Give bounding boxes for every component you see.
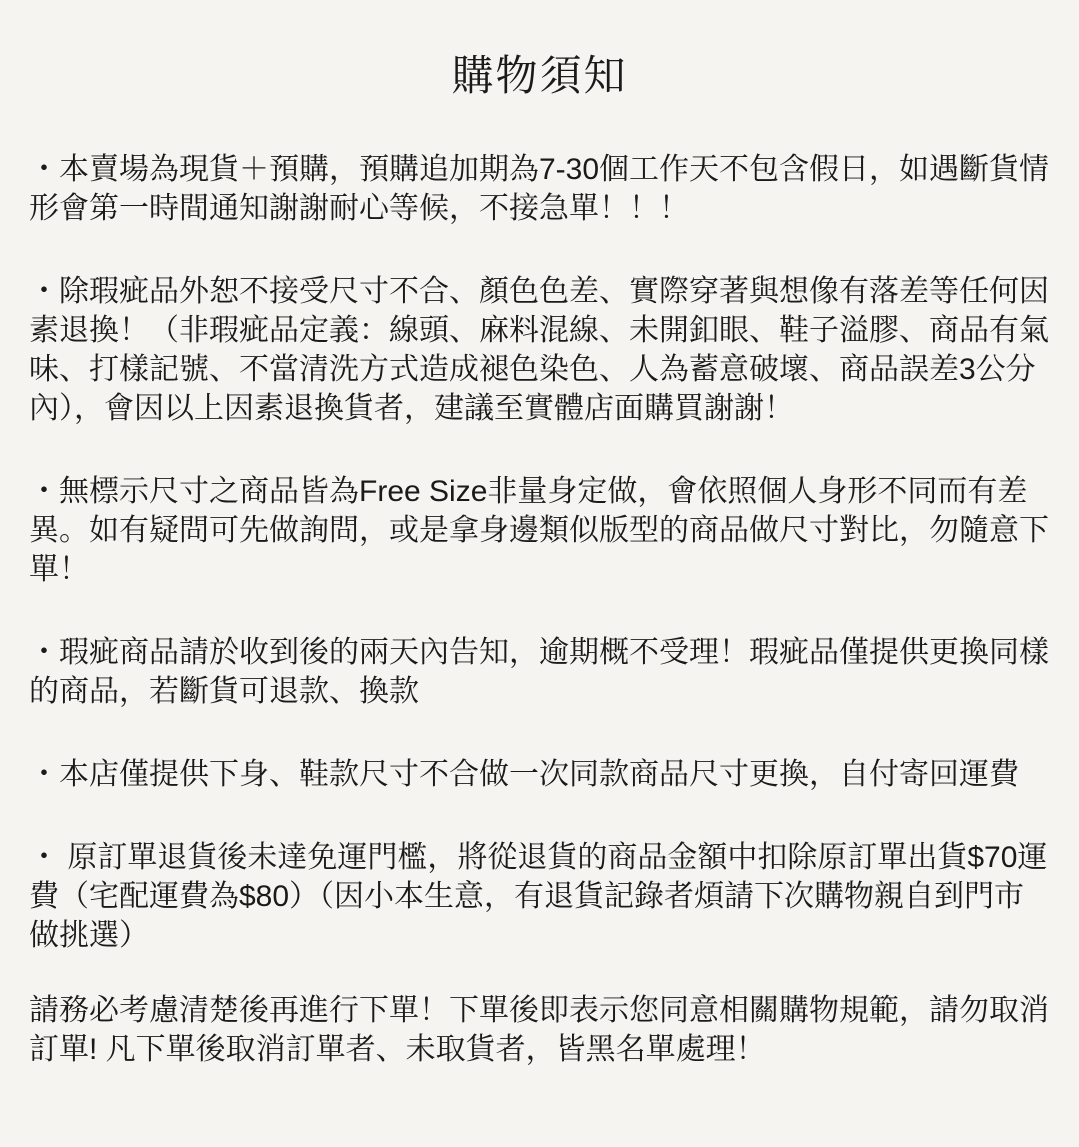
notice-paragraph-final-warning: 請務必考慮清楚後再進行下單！下單後即表示您同意相關購物規範，請勿取消訂單! 凡下單後取消訂單者、未取貨者，皆黑名單處理！ <box>29 994 1049 1066</box>
page-title: 購物須知 <box>451 52 628 99</box>
notice-paragraph-free-size: ・無標示尺寸之商品皆為Free Size非量身定做，會依照個人身形不同而有差異。如有疑問可先做詢問，或是拿身邊類似版型的商品做尺寸對比，勿隨意下單！ <box>29 475 1049 586</box>
notice-paragraph-defect-report: ・瑕疵商品請於收到後的兩天內告知，逾期概不受理！瑕疵品僅提供更換同樣的商品，若斷貨可退款、換款 <box>29 636 1049 708</box>
notice-paragraph-size-exchange: ・本店僅提供下身、鞋款尺寸不合做一次同款商品尺寸更換，自付寄回運費 <box>29 758 1019 791</box>
notice-paragraph-shipping-fee: ・ 原訂單退貨後未達免運門檻，將從退貨的商品金額中扣除原訂單出貨$70運費（宅配運費為$80）（因小本生意，有退貨記錄者煩請下次購物親自到門市做挑選） <box>29 841 1048 952</box>
notice-paragraph-return-policy: ・除瑕疵品外恕不接受尺寸不合、顏色色差、實際穿著與想像有落差等任何因素退換！（非瑕疵品定義：線頭、麻料混線、未開釦眼、鞋子溢膠、商品有氣味、打樣記號、不當清洗方式造成褪色染色、人為蓄意破壞、商品誤差3公分內），會因以上因素退換貨者，建議至實體店面購買謝謝！ <box>29 275 1049 425</box>
notice-body <box>29 150 1050 1069</box>
notice-paragraph-preorder: ・本賣場為現貨＋預購，預購追加期為7-30個工作天不包含假日，如遇斷貨情形會第一時間通知謝謝耐心等候，不接急單！！！ <box>29 153 1050 225</box>
